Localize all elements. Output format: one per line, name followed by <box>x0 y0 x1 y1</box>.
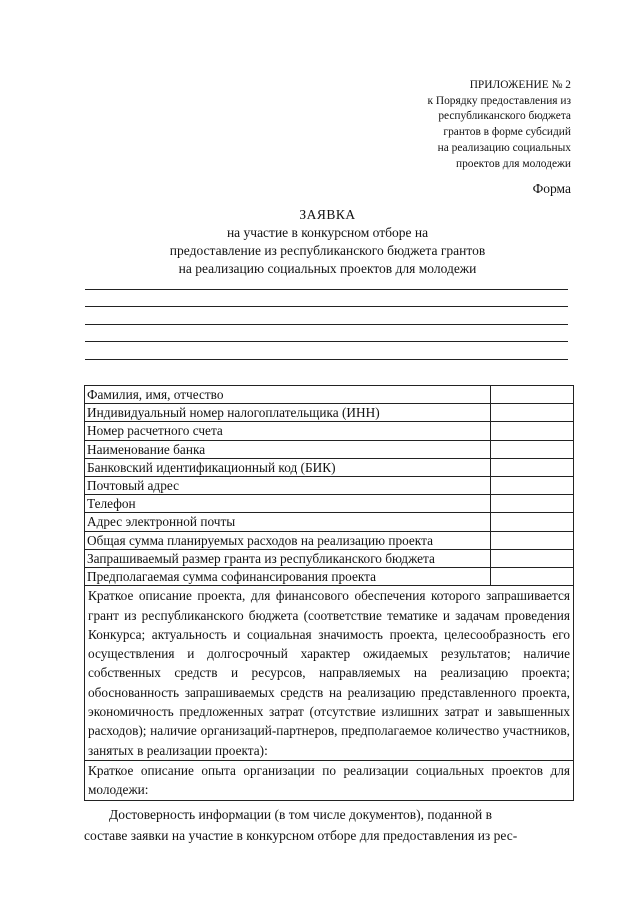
value-cell-full-name[interactable] <box>491 386 574 404</box>
table-row <box>85 531 574 549</box>
title-main: ЗАЯВКА <box>299 207 356 222</box>
project-description-cell[interactable]: Краткое описание проекта, для финансового обеспечения которого запрашивается грант из республиканского бюджета (соответствие тематике и задачам проведения Конкурса; актуальность и социальная значимость проекта, целесообразность его осуществления и долгосрочный характер ожидаемых результатов; наличие собственных средств и ресурсов, направляемых на реализацию проекта; обоснованность запрашиваемых средств на реализацию представленного проекта, экономичность предложенных затрат (отсутствие излишних затрат и завышенных расходов); наличие организаций-партнеров, предполагаемое количество участников, занятых в реализации проекта): <box>85 586 574 761</box>
row-label-account-number: Номер расчетного счета <box>85 422 491 440</box>
application-table <box>84 385 574 801</box>
value-cell-account-number[interactable] <box>491 422 574 440</box>
appendix-line: грантов в форме субсидий <box>443 126 571 139</box>
closing-line: составе заявки на участие в конкурсном отборе для предоставления из рес- <box>84 827 518 843</box>
row-label-cofinancing: Предполагаемая сумма софинансирования проекта <box>85 568 491 586</box>
appendix-line: республиканского бюджета <box>438 110 571 123</box>
table-row <box>85 586 574 761</box>
table-row <box>85 404 574 422</box>
organization-name-line[interactable] <box>85 341 568 342</box>
row-label-full-name: Фамилия, имя, отчество <box>85 386 491 404</box>
organization-name-line[interactable] <box>85 289 568 290</box>
table-row <box>85 513 574 531</box>
experience-description-cell[interactable]: Краткое описание опыта организации по реализации социальных проектов для молодежи: <box>85 760 574 800</box>
title-line: предоставление из республиканского бюджета грантов <box>169 243 486 258</box>
row-label-inn: Индивидуальный номер налогоплательщика (ИНН) <box>85 404 491 422</box>
value-cell-bank-name[interactable] <box>491 440 574 458</box>
title-line: на участие в конкурсном отборе на <box>226 225 429 240</box>
organization-name-line[interactable] <box>85 359 568 360</box>
table-row <box>85 549 574 567</box>
table-row <box>85 386 574 404</box>
table-row <box>85 760 574 800</box>
table-row <box>85 440 574 458</box>
row-label-requested-grant: Запрашиваемый размер гранта из республиканского бюджета <box>85 549 491 567</box>
table-row <box>85 458 574 476</box>
row-label-postal-address: Почтовый адрес <box>85 477 491 495</box>
appendix-line: ПРИЛОЖЕНИЕ № 2 <box>469 79 571 91</box>
value-cell-inn[interactable] <box>491 404 574 422</box>
row-label-bik: Банковский идентификационный код (БИК) <box>85 458 491 476</box>
table-row <box>85 477 574 495</box>
organization-name-line[interactable] <box>85 324 568 325</box>
row-label-email: Адрес электронной почты <box>85 513 491 531</box>
value-cell-cofinancing[interactable] <box>491 568 574 586</box>
table-row <box>85 422 574 440</box>
organization-name-line[interactable] <box>85 306 568 307</box>
table-row <box>85 495 574 513</box>
row-label-total-expenses: Общая сумма планируемых расходов на реализацию проекта <box>85 531 491 549</box>
value-cell-email[interactable] <box>491 513 574 531</box>
appendix-line: к Порядку предоставления из <box>427 94 571 107</box>
appendix-line: проектов для молодежи <box>455 157 571 170</box>
value-cell-requested-grant[interactable] <box>491 549 574 567</box>
value-cell-bik[interactable] <box>491 458 574 476</box>
appendix-line: на реализацию социальных <box>437 141 571 154</box>
closing-paragraph <box>84 805 573 846</box>
value-cell-total-expenses[interactable] <box>491 531 574 549</box>
row-label-bank-name: Наименование банка <box>85 440 491 458</box>
closing-line: Достоверность информации (в том числе документов), поданной в <box>109 807 493 822</box>
form-label: Форма <box>532 181 571 196</box>
value-cell-postal-address[interactable] <box>491 477 574 495</box>
value-cell-phone[interactable] <box>491 495 574 513</box>
document-title <box>85 206 570 278</box>
title-line: на реализацию социальных проектов для молодежи <box>178 261 477 276</box>
row-label-phone: Телефон <box>85 495 491 513</box>
table-row <box>85 568 574 586</box>
appendix-header <box>311 78 571 172</box>
